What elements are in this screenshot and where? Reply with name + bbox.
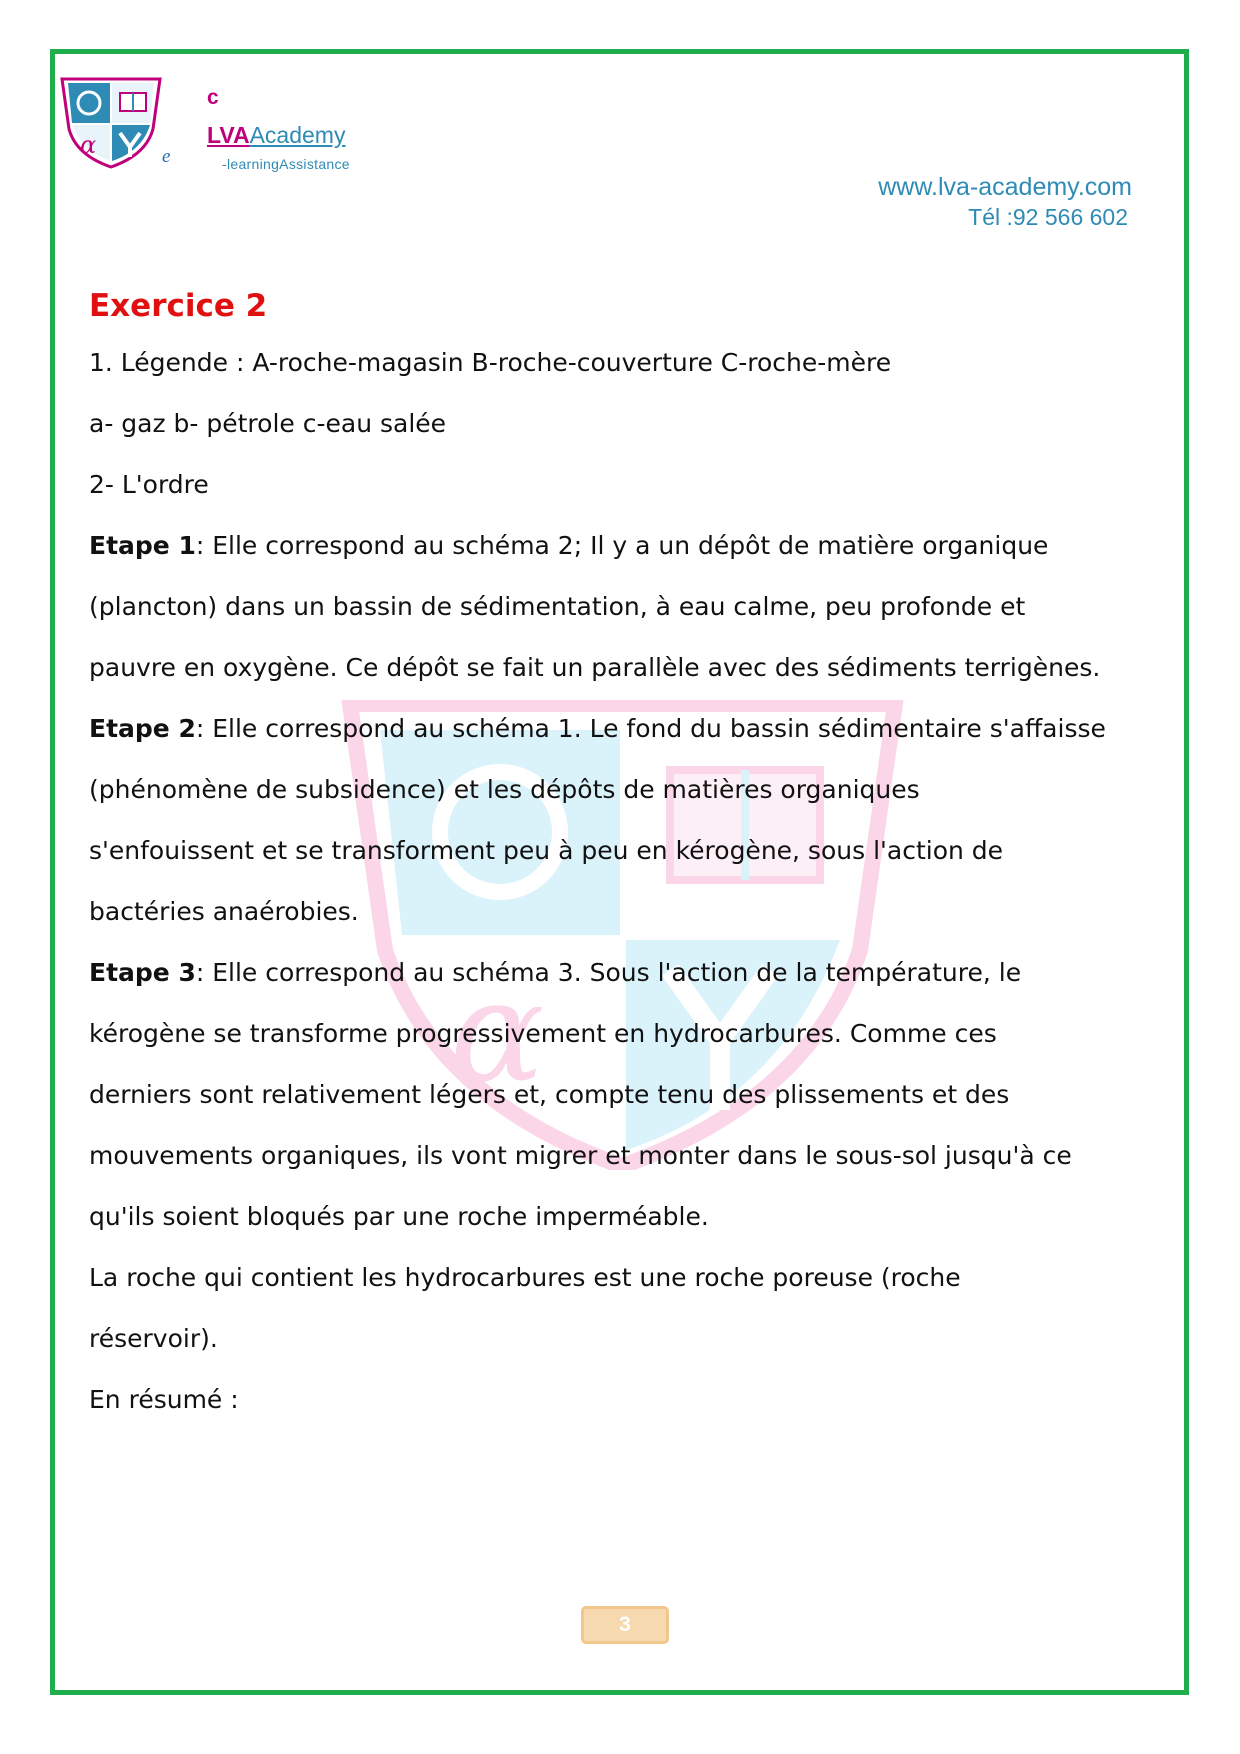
step-1-line-1	[89, 515, 1179, 576]
logo-shield-icon	[58, 77, 164, 169]
step-1-line-2: (plancton) dans un bassin de sédimentation, à eau calme, peu profonde et	[89, 592, 1026, 621]
brand-e-letter: e	[162, 146, 171, 167]
step-3-line-2: kérogène se transforme progressivement en hydrocarbures. Comme ces	[89, 1019, 997, 1048]
step-1-text: : Elle correspond au schéma 2; Il y a un dépôt de matière organique	[195, 531, 1049, 560]
brand-name	[207, 122, 345, 149]
page-number-badge: 3	[581, 1606, 669, 1644]
step-3-line-4: mouvements organiques, ils vont migrer et monter dans le sous-sol jusqu'à ce	[89, 1141, 1072, 1170]
conclusion-line-2: réservoir).	[89, 1324, 218, 1353]
brand-academy: Academy	[249, 122, 346, 148]
step-2-line-2: (phénomène de subsidence) et les dépôts de matières organiques	[89, 775, 920, 804]
order-heading: 2- L'ordre	[89, 470, 209, 499]
step-3-line-3: derniers sont relativement légers et, compte tenu des plissements et des	[89, 1080, 1010, 1109]
step-2-line-3: s'enfouissent et se transforment peu à peu en kérogène, sous l'action de	[89, 836, 1004, 865]
step-1-label: Etape 1	[89, 531, 196, 560]
brand-tagline: -learningAssistance	[222, 156, 350, 172]
phone-number: Tél :92 566 602	[968, 204, 1128, 230]
fluids-line: a- gaz b- pétrole c-eau salée	[89, 409, 447, 438]
step-3-line-5: qu'ils soient bloqués par une roche imperméable.	[89, 1202, 709, 1231]
exercise-content	[89, 280, 1179, 1430]
legend-line: 1. Légende : A-roche-magasin B-roche-couverture C-roche-mère	[89, 348, 892, 377]
conclusion-line-1: La roche qui contient les hydrocarbures est une roche poreuse (roche	[89, 1263, 961, 1292]
step-3-label: Etape 3	[89, 958, 196, 987]
svg-text:α: α	[80, 131, 97, 159]
step-1-line-3: pauvre en oxygène. Ce dépôt se fait un parallèle avec des sédiments terrigènes.	[89, 653, 1101, 682]
step-2-text: : Elle correspond au schéma 1. Le fond du bassin sédimentaire s'affaisse	[195, 714, 1106, 743]
step-3-line-1	[89, 942, 1179, 1003]
brand-c-letter: c	[207, 86, 219, 109]
summary-heading: En résumé :	[89, 1385, 239, 1414]
svg-text:α: α	[450, 951, 545, 1114]
website-link[interactable]: www.lva-academy.com	[878, 173, 1132, 201]
step-2-line-4: bactéries anaérobies.	[89, 897, 359, 926]
step-3-text: : Elle correspond au schéma 3. Sous l'action de la température, le	[195, 958, 1022, 987]
step-2-line-1	[89, 698, 1179, 759]
exercise-title: Exercice 2	[89, 288, 268, 324]
brand-lva: LVA	[207, 122, 250, 148]
step-2-label: Etape 2	[89, 714, 196, 743]
